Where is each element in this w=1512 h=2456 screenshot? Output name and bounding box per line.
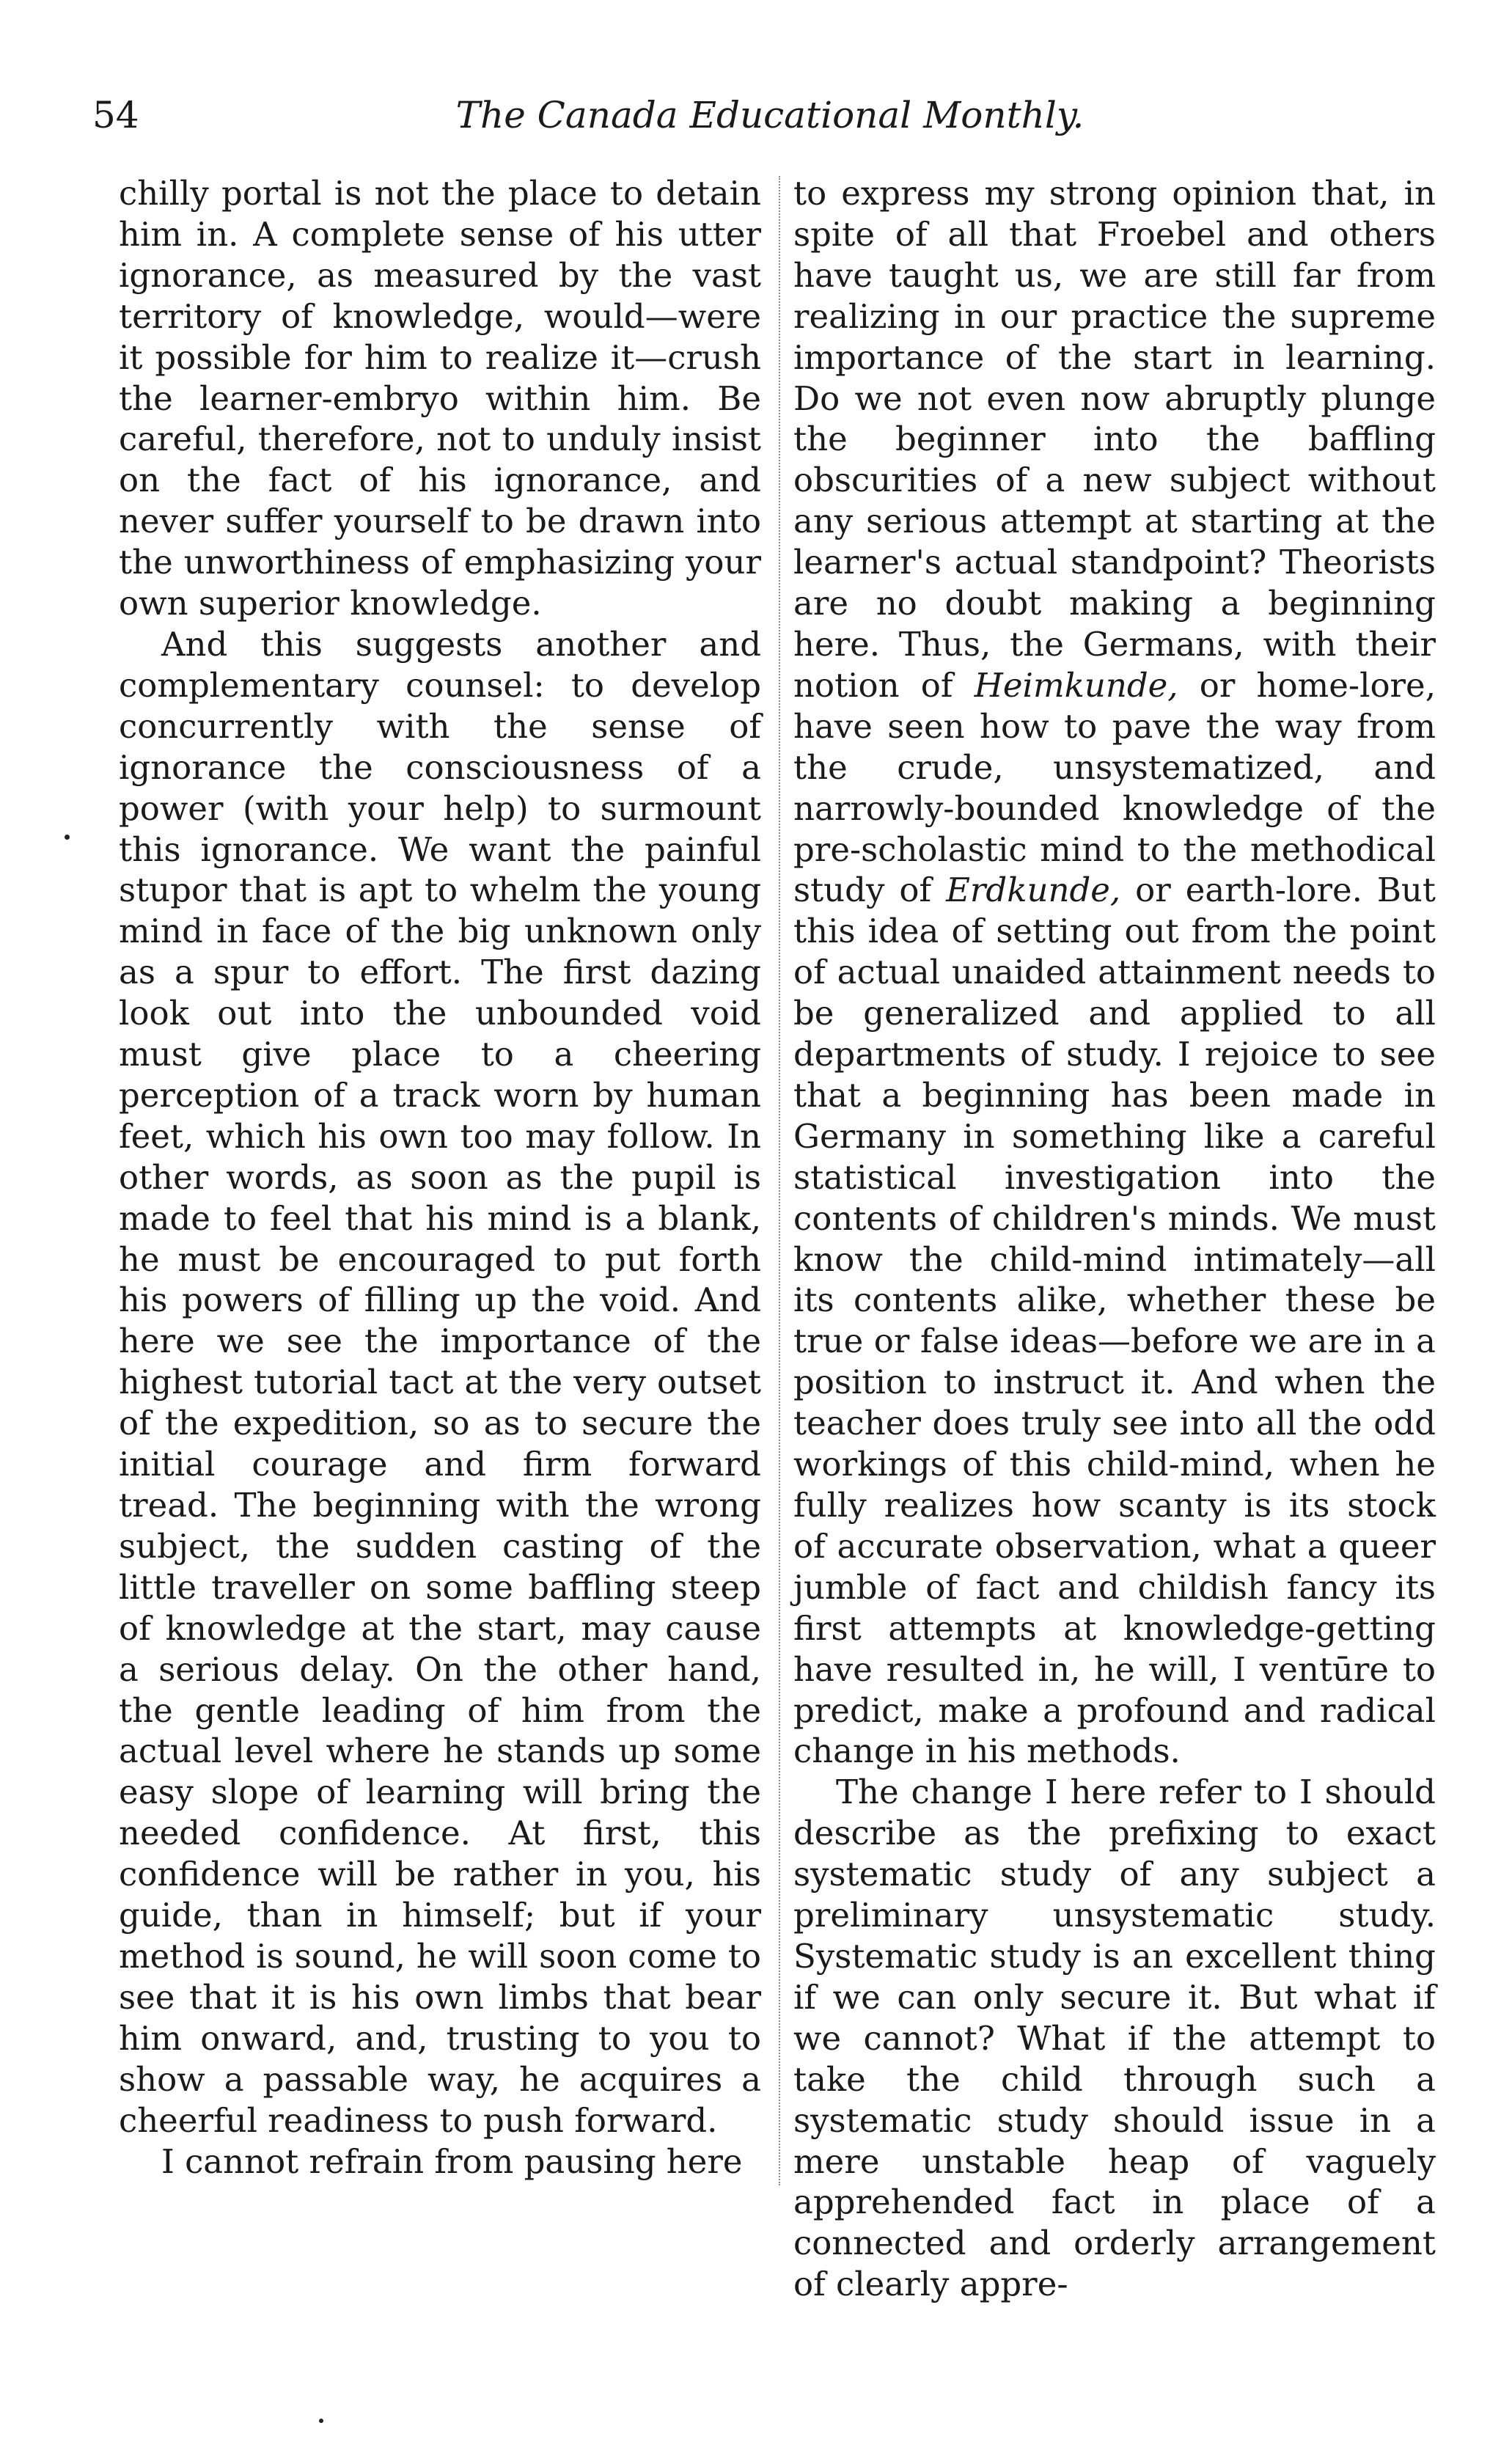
- text-run: or earth-lore. But this idea of setting out from the point of actual unaided attainment needs to be generalized and applied to all departments of study. I rejoice to see that a beginning has been made in Germany in something like a careful statistical investigation into the contents of children's minds. We must know the child-mind intimately—all its contents alike, whether these be true or false ideas—before we are in a position to instruct it. And when the teacher does truly see into all the odd workings of this child-mind, when he fully realizes how scanty is its stock of accurate observation, what a queer jumble of fact and childish fancy its first attempts at knowledge-getting have resulted in, he will, I ventūre to predict, make a profound and radical change in his methods.: [793, 870, 1436, 1771]
- page-header: [0, 94, 1512, 153]
- bottom-mark: [319, 2419, 323, 2423]
- page-number: 54: [92, 94, 139, 136]
- italic-term: Heimkunde,: [974, 665, 1178, 705]
- paragraph: The change I here refer to I should describe as the prefixing to exact systematic study of any subject a preliminary unsystematic study. Systematic study is an excellent thing if we can only secure it. But what if we cannot? What if the attempt to take the child through such a systematic study should issue in a mere unstable heap of vaguely apprehended fact in place of a connected and orderly arrangement of clearly appre-: [793, 1773, 1436, 2304]
- text-run: or home-lore, have seen how to pave the way from the crude, unsystematized, and narrowly-bounded knowledge of the pre-scholastic mind to the methodical study of: [793, 665, 1436, 910]
- running-title: The Canada Educational Monthly.: [455, 94, 1085, 136]
- column-divider: [779, 176, 780, 2185]
- paragraph: chilly portal is not the place to detain him in. A complete sense of his utter ignorance, as measured by the vast territory of knowledge, would—were it possible for him to realize it—crush the learner-embryo within him. Be careful, therefore, not to unduly insist on the fact of his ignorance, and never suffer yourself to be drawn into the unworthiness of emphasizing your own superior knowledge.: [119, 174, 761, 623]
- paragraph: [793, 173, 1436, 1772]
- paragraph: I cannot refrain from pausing here: [161, 2141, 743, 2181]
- paragraph: And this suggests another and complementary counsel: to develop concurrently with the sense of ignorance the consciousness of a power (with your help) to surmount this ignorance. We want the painful stupor that is apt to whelm the young mind in face of the big unknown only as a spur to effort. The first dazing look out into the unbounded void must give place to a cheering perception of a track worn by human feet, which his own too may follow. In other words, as soon as the pupil is made to feel that his mind is a blank, he must be encouraged to put forth his powers of filling up the void. And here we see the importance of the highest tutorial tact at the very outset of the expedition, so as to secure the initial courage and firm forward tread. The beginning with the wrong subject, the sudden casting of the little traveller on some baffling steep of knowledge at the start, may cause a serious delay. On the other hand, the gentle leading of him from the actual level where he stands up some easy slope of learning will bring the needed confidence. At first, this confidence will be rather in you, his guide, than in himself; but if your method is sound, he will soon come to see that it is his own limbs that bear him onward, and, trusting to you to show a passable way, he acquires a cheerful readiness to push forward.: [119, 624, 761, 2140]
- italic-term: Erdkunde,: [946, 870, 1121, 910]
- right-column: [793, 173, 1436, 2305]
- margin-mark: [65, 835, 70, 840]
- text-run: to express my strong opinion that, in spite of all that Froebel and others have taught us, we are still far from realizing in our practice the supreme importance of the start in learning. Do we not even now abruptly plunge the beginner into the baffling obscurities of a new subject without any serious attempt at starting at the learner's actual standpoint? Theorists are no doubt making a beginning here. Thus, the Germans, with their notion of: [793, 174, 1436, 705]
- left-column: [119, 173, 761, 2182]
